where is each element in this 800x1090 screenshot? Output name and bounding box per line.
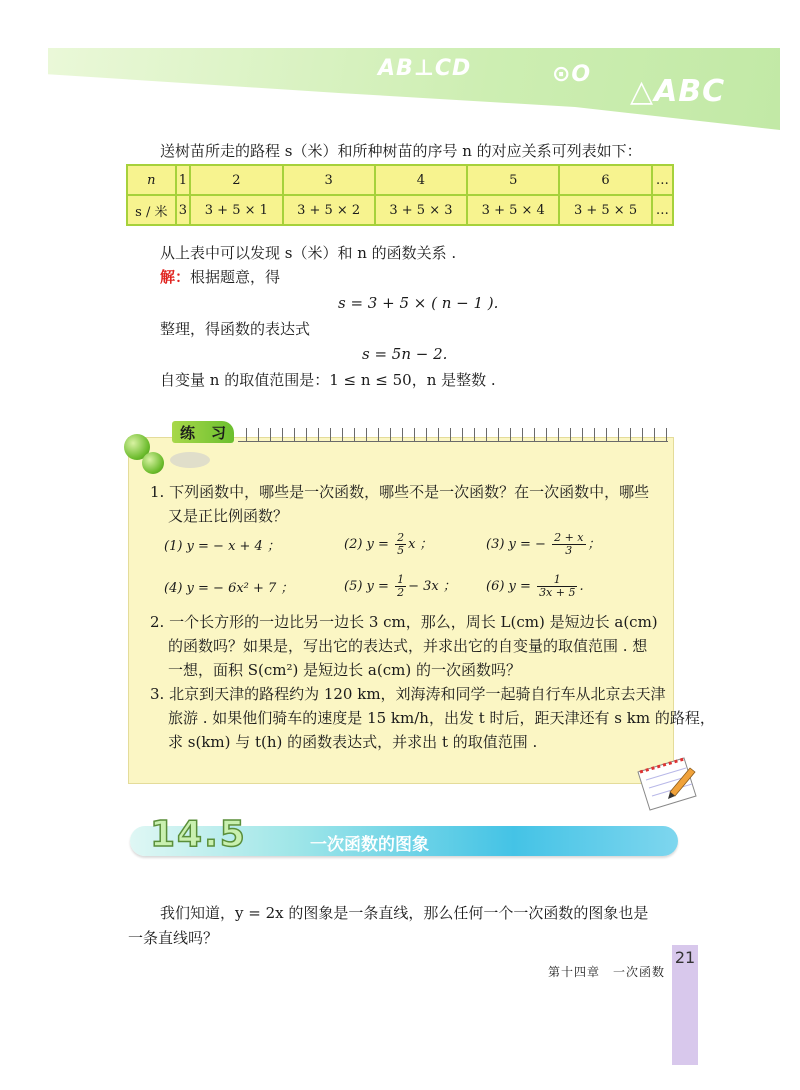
q2-line-1: 2. 一个长方形的一边比另一边长 3 cm，那么，周长 L(cm) 是短边长 a(cm) xyxy=(150,613,658,631)
section-number: 14.5 xyxy=(150,814,247,855)
table-cell: 3 xyxy=(283,165,375,195)
table-cell: … xyxy=(652,195,673,225)
q1-item-1: (1) y = − x + 4 ； xyxy=(164,539,280,554)
q1-line-1: 1. 下列函数中，哪些是一次函数，哪些不是一次函数？在一次函数中，哪些 xyxy=(150,483,650,501)
fraction: $\frac{1}{3x + 5}$ xyxy=(539,573,576,599)
closing-line-2: 一条直线吗？ xyxy=(128,929,219,947)
practice-tag-char: 习 xyxy=(210,423,226,442)
domain-text: 自变量 n 的取值范围是：1 ≤ n ≤ 50，n 是整数 . xyxy=(160,371,496,389)
table-cell: 3 + 5 × 5 xyxy=(559,195,651,225)
q2-line-2: 的函数吗？如果是，写出它的表达式，并求出它的自变量的取值范围 . 想 xyxy=(168,637,648,655)
table-cell: 2 xyxy=(190,165,282,195)
table-cell: 4 xyxy=(375,165,467,195)
q2-line-3: 一想，面积 S(cm²) 是短边长 a(cm) 的一次函数吗？ xyxy=(168,661,521,679)
ball-icon xyxy=(142,452,164,474)
solution-text: 根据题意，得 xyxy=(190,268,281,286)
q1-line-2: 又是正比例函数？ xyxy=(168,507,289,525)
table-cell: 3 + 5 × 2 xyxy=(283,195,375,225)
after-table-text: 从上表中可以发现 s（米）和 n 的函数关系 . xyxy=(160,244,457,262)
header-symbol-circle: ⊙O xyxy=(552,62,592,87)
table-cell: s / 米 xyxy=(127,195,176,225)
fraction: $\frac{2 + x}{3}$ xyxy=(554,531,584,557)
solution-line-2: 整理，得函数的表达式 xyxy=(160,320,311,338)
equation-2: s = 5n − 2. xyxy=(362,345,448,363)
table-cell: 1 xyxy=(176,165,191,195)
q1-item-2: (2) y = $\frac{2}{5}$ x ； xyxy=(344,531,433,557)
table-cell: 3 + 5 × 3 xyxy=(375,195,467,225)
q1-item-3: (3) y = − $\frac{2 + x}{3}$ ； xyxy=(486,531,601,557)
table-cell: 3 xyxy=(176,195,191,225)
table-cell: … xyxy=(652,165,673,195)
notepad-pencil-icon xyxy=(632,752,702,814)
q1-item-5: (5) y = $\frac{1}{2}$ − 3x ； xyxy=(344,573,456,599)
q1-item-6: (6) y = $\frac{1}{3x + 5}$ . xyxy=(486,573,584,599)
chapter-footer: 第十四章 一次函数 xyxy=(548,965,666,979)
table-cell: 6 xyxy=(559,165,651,195)
page-number: 21 xyxy=(674,948,696,967)
q3-line-1: 3. 北京到天津的路程约为 120 km，刘海涛和同学一起骑自行车从北京去天津 xyxy=(150,685,666,703)
ruler-decoration xyxy=(238,428,668,442)
table-cell: n xyxy=(127,165,176,195)
data-table xyxy=(126,164,674,226)
solution-label: 解： xyxy=(160,268,191,286)
fraction: $\frac{1}{2}$ xyxy=(397,573,405,599)
table-cell: 5 xyxy=(467,165,559,195)
solution-line xyxy=(160,266,280,288)
table-cell: 3 + 5 × 1 xyxy=(190,195,282,225)
q3-line-3: 求 s(km) 与 t(h) 的函数表达式，并求出 t 的取值范围 . xyxy=(168,733,538,751)
closing-line-1: 我们知道，y = 2x 的图象是一条直线，那么任何一个一次函数的图象也是 xyxy=(160,904,649,922)
q3-line-2: 旅游 . 如果他们骑车的速度是 15 km/h，出发 t 时后，距天津还有 s km 的路程， xyxy=(168,709,715,727)
table-row xyxy=(127,195,673,225)
practice-tag-char: 练 xyxy=(179,423,195,442)
practice-tag xyxy=(172,421,234,443)
fraction: $\frac{2}{5}$ xyxy=(397,531,405,557)
q1-item-4: (4) y = − 6x² + 7 ； xyxy=(164,581,294,596)
header-symbol-triangle: △ABC xyxy=(630,74,726,109)
shadow-decoration xyxy=(170,452,210,468)
header-symbol-perpendicular: AB⊥CD xyxy=(378,56,472,81)
intro-text: 送树苗所走的路程 s（米）和所种树苗的序号 n 的对应关系可列表如下： xyxy=(160,142,642,160)
table-row xyxy=(127,165,673,195)
table-cell: 3 + 5 × 4 xyxy=(467,195,559,225)
section-title: 一次函数的图象 xyxy=(310,835,429,855)
ruler-baseline xyxy=(238,441,668,442)
equation-1: s = 3 + 5 × ( n − 1 ). xyxy=(338,294,499,312)
